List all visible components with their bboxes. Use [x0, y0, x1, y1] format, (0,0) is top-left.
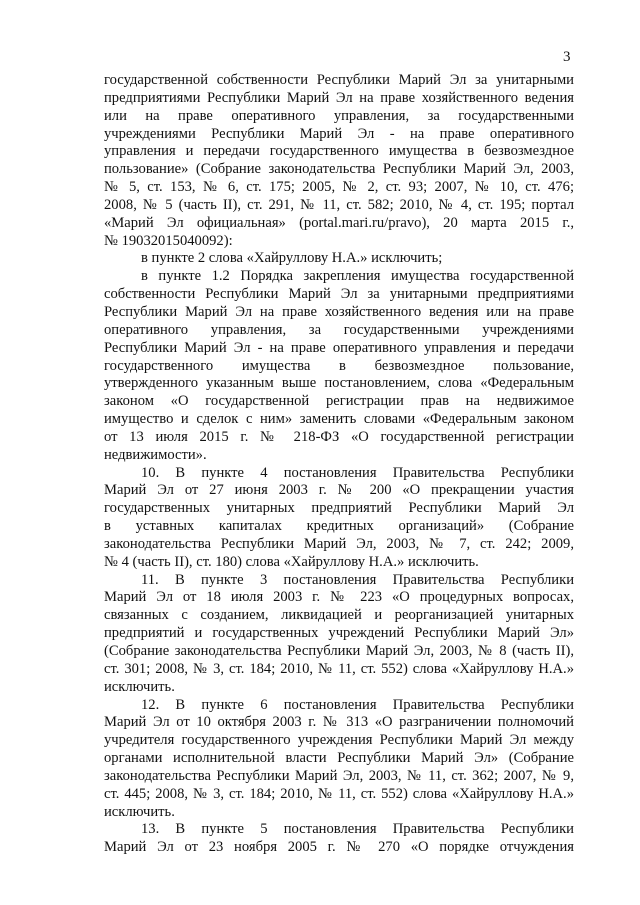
- text-line: собственности Республики Марий Эл за унитарными предприятиями: [104, 286, 574, 303]
- text-line: законом «О государственной регистрации прав на недвижимое: [104, 393, 574, 410]
- text-line: исключить.: [104, 803, 175, 820]
- text-line: предприятиями Республики Марий Эл на праве хозяйственного ведения: [104, 89, 574, 106]
- text-line: пользование» (Собрание законодательства Республики Марий Эл, 2003,: [104, 161, 574, 178]
- text-line: государственных унитарных предприятий Республики Марий Эл: [104, 500, 574, 517]
- text-line: № 19032015040092):: [104, 232, 233, 249]
- text-line: в уставных капиталах кредитных организаций» (Собрание: [104, 518, 574, 535]
- text-line: управления и передачи государственного имущества в безвозмездное: [104, 143, 574, 160]
- text-line: Марий Эл от 10 октября 2003 г. № 313 «О разграничении полномочий: [104, 714, 574, 731]
- text-line: государственного имущества в безвозмездное пользование,: [104, 357, 574, 374]
- text-line: 13. В пункте 5 постановления Правительства Республики: [141, 821, 574, 838]
- text-line: (Собрание законодательства Республики Марий Эл, 2003, № 8 (часть II),: [104, 643, 574, 659]
- text-line: имущество и сделок с ним» заменить словами «Федеральным законом: [104, 411, 574, 428]
- text-line: от 13 июля 2015 г. № 218-ФЗ «О государственной регистрации: [104, 428, 574, 445]
- text-line: 12. В пункте 6 постановления Правительства Республики: [141, 696, 574, 713]
- text-line: недвижимости».: [104, 446, 207, 463]
- text-line: в пункте 1.2 Порядка закрепления имущества государственной: [141, 268, 574, 285]
- paragraph: [104, 268, 574, 464]
- paragraph: [104, 697, 574, 822]
- text-line: законодательства Республики Марий Эл, 2003, № 11, ст. 362; 2007, № 9,: [104, 767, 574, 784]
- text-line: связанных с созданием, ликвидацией и реорганизацией унитарных: [104, 607, 574, 624]
- text-line: Марий Эл от 23 ноября 2005 г. № 270 «О порядке отчуждения: [104, 839, 574, 856]
- text-line: Марий Эл от 18 июля 2003 г. № 223 «О процедурных вопросах,: [104, 589, 574, 606]
- text-line: утвержденного указанным выше постановлением, слова «Федеральным: [104, 375, 574, 392]
- text-line: в пункте 2 слова «Хайруллову Н.А.» исключить;: [141, 250, 443, 267]
- text-line: Республики Марий Эл - на праве оперативного управления и передачи: [104, 339, 574, 356]
- text-line: государственной собственности Республики Марий Эл за унитарными: [104, 72, 574, 88]
- paragraph: [104, 572, 574, 697]
- text-line: 11. В пункте 3 постановления Правительства Республики: [141, 571, 574, 588]
- text-line: № 4 (часть II), ст. 180) слова «Хайруллову Н.А.» исключить.: [104, 553, 479, 570]
- text-line: органами исполнительной власти Республики Марий Эл» (Собрание: [104, 750, 574, 767]
- text-line: Марий Эл от 27 июня 2003 г. № 200 «О прекращении участия: [104, 482, 574, 499]
- text-line: 2008, № 5 (часть II), ст. 291, № 11, ст. 582; 2010, № 4, ст. 195; портал: [104, 196, 574, 213]
- document-body: [104, 72, 574, 857]
- text-line: 10. В пункте 4 постановления Правительства Республики: [141, 464, 574, 481]
- text-line: законодательства Республики Марий Эл, 2003, № 7, ст. 242; 2009,: [104, 535, 574, 552]
- text-line: ст. 301; 2008, № 3, ст. 184; 2010, № 11, ст. 552) слова «Хайруллову Н.А.»: [104, 660, 574, 677]
- text-line: учреждениями Республики Марий Эл - на праве оперативного: [104, 125, 574, 142]
- paragraph: [104, 465, 574, 572]
- text-line: учредителя государственного учреждения Республики Марий Эл между: [104, 732, 574, 749]
- text-line: № 5, ст. 153, № 6, ст. 175; 2005, № 2, ст. 93; 2007, № 10, ст. 476;: [104, 179, 574, 196]
- text-line: Республики Марий Эл на праве хозяйственного ведения или на праве: [104, 303, 574, 320]
- paragraph: [104, 821, 574, 857]
- text-line: предприятий и государственных учреждений Республики Марий Эл»: [104, 625, 574, 642]
- text-line: или на праве оперативного управления, за государственными: [104, 107, 574, 124]
- page-number: 3: [563, 49, 571, 65]
- paragraph: [104, 250, 574, 268]
- text-line: ст. 445; 2008, № 3, ст. 184; 2010, № 11, ст. 552) слова «Хайруллову Н.А.»: [104, 785, 574, 802]
- text-line: «Марий Эл официальная» (portal.mari.ru/pravo), 20 марта 2015 г.,: [104, 214, 574, 231]
- text-line: оперативного управления, за государственными учреждениями: [104, 321, 574, 338]
- paragraph: [104, 72, 574, 250]
- text-line: исключить.: [104, 678, 175, 695]
